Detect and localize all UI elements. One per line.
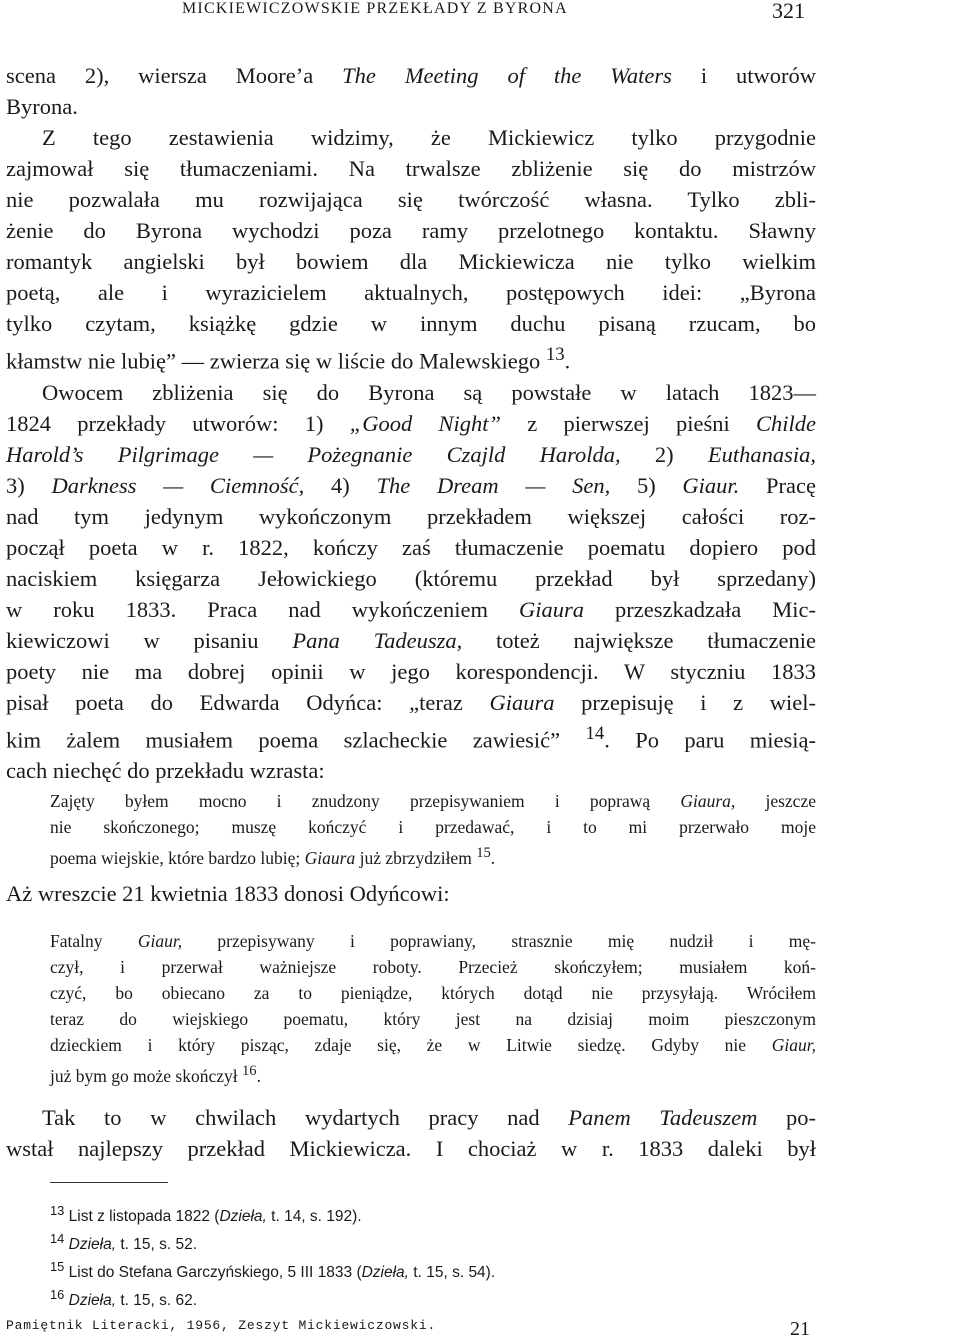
- text-line: Owocem zbliżenia się do Byrona są powstałe w latach 1823—: [42, 379, 816, 405]
- text-line: 1824 przekłady utworów: 1) „Good Night” z pierwszej pieśni Childe: [6, 410, 816, 436]
- text-line: już bym go może skończył $^{16}$.: [50, 1063, 261, 1086]
- text-line: nie skończonego; muszę kończyć i przedawać, i to mi przerwało moje: [50, 817, 816, 837]
- footnote: $^{14}$ Dzieła, t. 15, s. 52.: [50, 1231, 198, 1254]
- text-line: tylko czytam, książkę gdzie w innym duchu pisaną rzucam, bo: [6, 311, 816, 336]
- text-line: romantyk angielski był bowiem dla Mickiewicza nie tylko wielkim: [6, 249, 816, 274]
- text-line: dzieckiem i który pisząc, zdaje się, że w Litwie siedzę. Gdyby nie Giaur,: [50, 1035, 816, 1055]
- text-line: kiewiczowi w pisaniu Pana Tadeusza, toteż największe tłumaczenie: [6, 627, 816, 653]
- text-line: w roku 1833. Praca nad wykończeniem Giaura przeszkadzała Mic-: [6, 596, 816, 622]
- text-line: Tak to w chwilach wydartych pracy nad Panem Tadeuszem po-: [42, 1105, 816, 1130]
- text-line: nie pozwalała mu rozwijająca się twórczość własna. Tylko zbli-: [6, 187, 816, 212]
- text-line: scena 2), wiersza Moore’a The Meeting of the Waters i utworów: [6, 63, 816, 88]
- quote-block-2: [50, 928, 816, 1089]
- running-head: MICKIEWICZOWSKIE PRZEKŁADY Z BYRONA: [182, 0, 568, 17]
- text-line: poetą, ale i wyrazicielem aktualnych, postępowych idei: „Byrona: [6, 280, 816, 305]
- text-line: czył, i przerwał ważniejsze roboty. Przecież skończyłem; musiałem koń-: [50, 957, 816, 977]
- body-paragraph-mid: [6, 878, 816, 909]
- text-line: żenie do Byrona wychodzi poza ramy przelotnego kontaktu. Sławny: [6, 218, 816, 243]
- text-line: Harold’s Pilgrimage — Pożegnanie Czajld Harolda, 2) Euthanasia,: [6, 441, 816, 467]
- text-line: pisał poeta do Edwarda Odyńca: „teraz Giaura przepisuję i z wiel-: [6, 689, 816, 715]
- footnote-rule: [50, 1182, 168, 1183]
- text-line: Byrona.: [6, 94, 78, 119]
- page-number: 321: [772, 0, 805, 23]
- text-line: nad tym jedynym wykończonym przekładem większej całości roz-: [6, 503, 816, 529]
- text-line: wstał najlepszy przekład Mickiewicza. I chociaż w r. 1833 daleki był: [6, 1136, 816, 1161]
- text-line: kłamstw nie lubię” — zwierza się w liście do Malewskiego $^{13}$.: [6, 344, 571, 374]
- text-line: poema wiejskie, które bardzo lubię; Giaura już zbrzydziłem $^{15}$.: [50, 845, 496, 868]
- text-line: cach niechęć do przekładu wzrasta:: [6, 758, 325, 783]
- quote-block-1: [50, 788, 816, 871]
- text-line: Z tego zestawienia widzimy, że Mickiewicz tylko przygodnie: [42, 125, 816, 150]
- body-paragraphs-top: [6, 60, 816, 786]
- text-line: teraz do wiejskiego poematu, który jest na dzisiaj moim pieszczonym: [50, 1009, 816, 1029]
- text-line: począł poeta w r. 1822, kończy zaś tłumaczenie poematu dopiero pod: [6, 534, 816, 560]
- text-line: czyć, bo obiecano za to pieniądze, których dotąd nie przysyłają. Wróciłem: [50, 983, 816, 1003]
- body-paragraph-bottom: [6, 1102, 816, 1164]
- footnote: $^{15}$ List do Stefana Garczyńskiego, 5 III 1833 (Dzieła, t. 15, s. 54).: [50, 1259, 496, 1282]
- text-line: poety nie ma dobrej opinii w jego korespondencji. W styczniu 1833: [6, 658, 816, 684]
- text-line: Zajęty byłem mocno i znudzony przepisywaniem i poprawą Giaura, jeszcze: [50, 791, 816, 811]
- text-line: Fatalny Giaur, przepisywany i poprawiany, strasznie mię nudził i mę-: [50, 931, 816, 951]
- text-line: zajmował się tłumaczeniami. Na trwalsze zbliżenie się do mistrzów: [6, 156, 816, 181]
- text-line: 3) Darkness — Ciemność, 4) The Dream — Sen, 5) Giaur. Pracę: [6, 472, 817, 498]
- text-line: naciskiem księgarza Jełowickiego (któremu przekład był sprzedany): [6, 565, 816, 591]
- text-line: Aż wreszcie 21 kwietnia 1833 donosi Odyńcowi:: [6, 881, 450, 906]
- text-line: kim żalem musiałem poema szlacheckie zawiesić” $^{14}$. Po paru miesią-: [6, 722, 816, 752]
- journal-footer: Pamiętnik Literacki, 1956, Zeszyt Mickiewiczowski.: [6, 1318, 437, 1333]
- footnote: $^{13}$ List z listopada 1822 (Dzieła, t. 14, s. 192).: [50, 1203, 362, 1226]
- footnotes: [50, 1200, 495, 1313]
- signature-number: 21: [790, 1318, 810, 1340]
- footnote: $^{16}$ Dzieła, t. 15, s. 62.: [50, 1287, 198, 1310]
